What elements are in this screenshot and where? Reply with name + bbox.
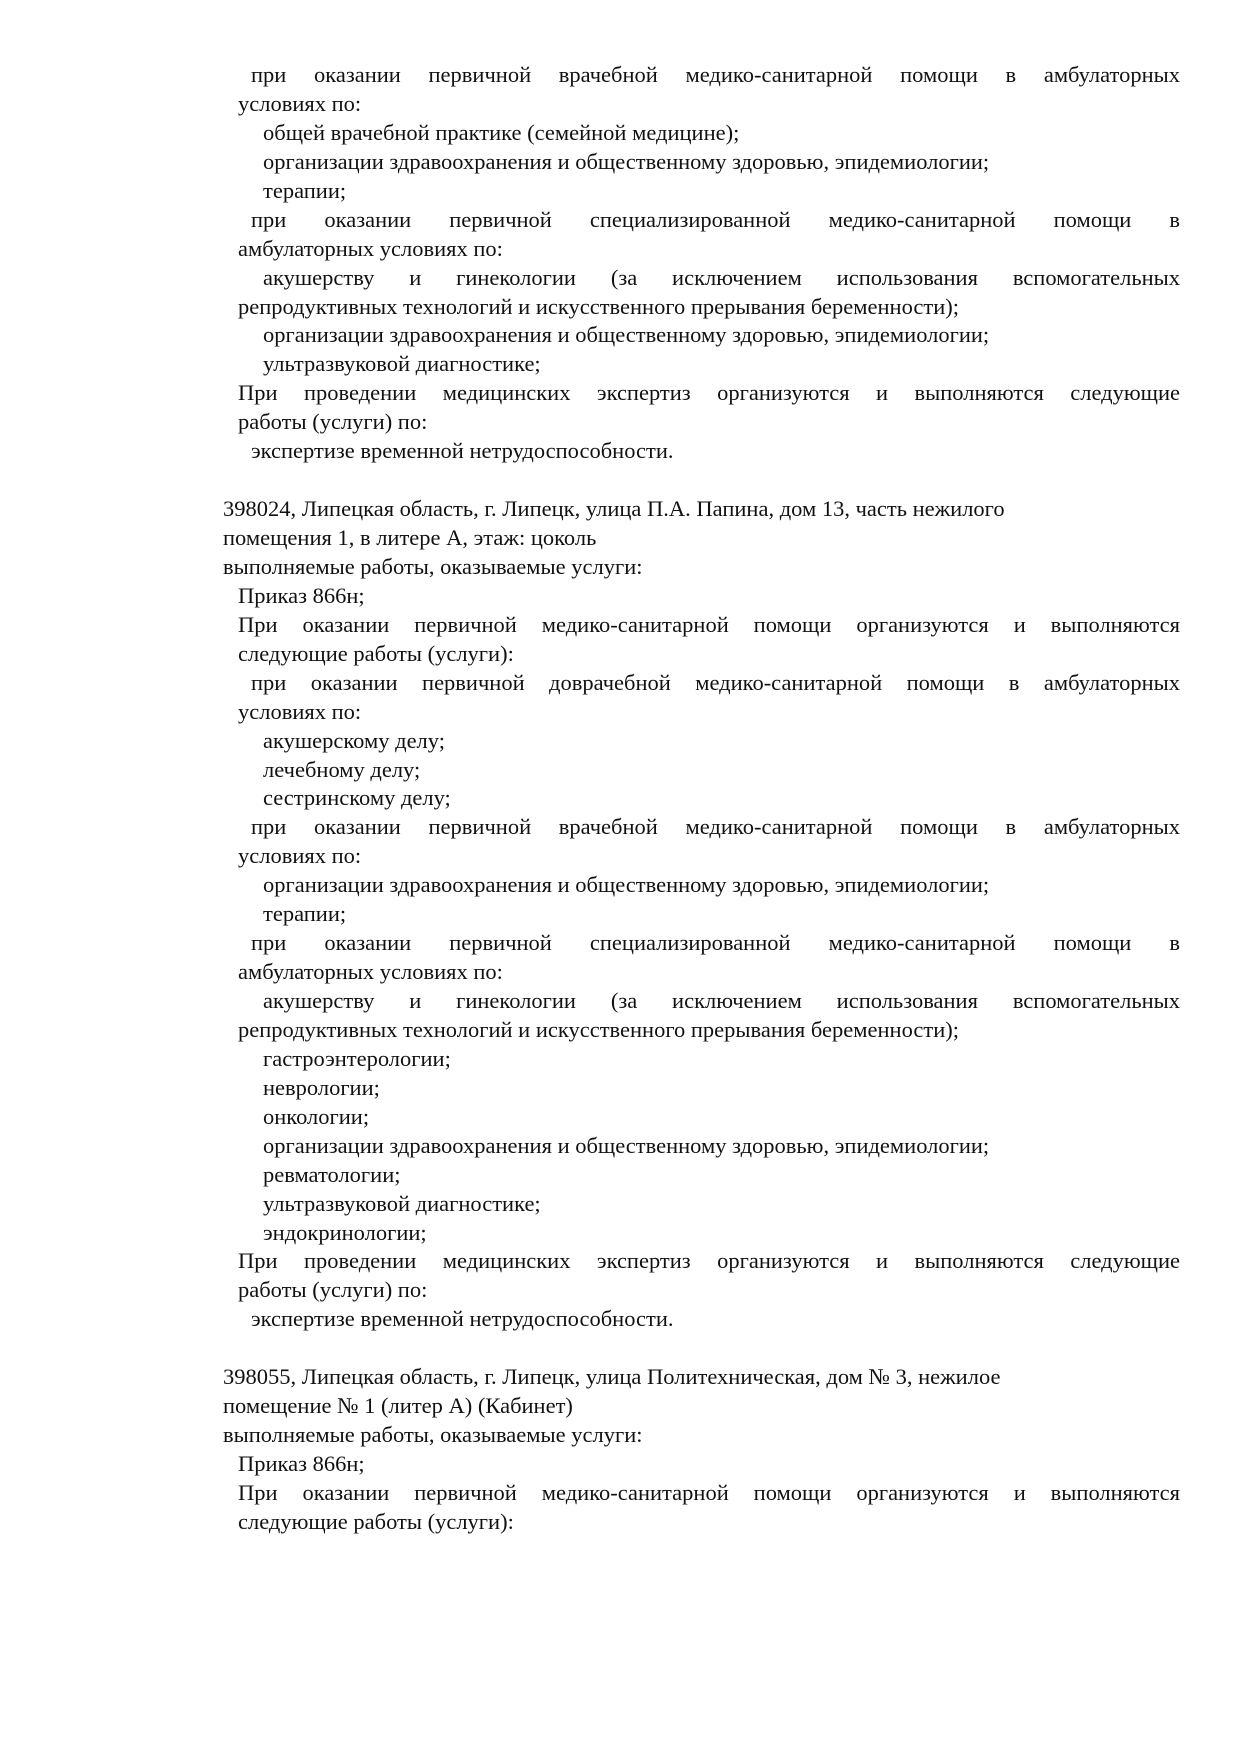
text-line: лечебному делу;	[263, 756, 421, 782]
text-line: терапии;	[263, 177, 347, 203]
text-line: работы (услуги) по:	[238, 409, 428, 435]
text-line: организации здравоохранения и общественному здоровью, эпидемиологии;	[263, 148, 990, 174]
text-line: репродуктивных технологий и искусственного прерывания беременности);	[238, 293, 959, 319]
text-line: при оказании первичной врачебной медико-санитарной помощи в амбулаторных	[251, 62, 1180, 87]
address-line: 398024, Липецкая область, г. Липецк, улица П.А. Папина, дом 13, часть нежилого	[223, 496, 1005, 522]
address-line: помещения 1, в литере А, этаж: цоколь	[223, 525, 597, 550]
text-line: При оказании первичной медико-санитарной помощи организуются и выполняются	[238, 1479, 1180, 1505]
section-address-papina	[0, 495, 1240, 1334]
text-line: Приказ 866н;	[238, 1451, 365, 1476]
section-services-continued	[0, 61, 1240, 466]
text-line: гастроэнтерологии;	[263, 1045, 451, 1071]
text-line: эндокринологии;	[263, 1219, 427, 1245]
text-line: условиях по:	[238, 90, 362, 116]
text-line: акушерскому делу;	[263, 727, 445, 753]
text-line: организации здравоохранения и общественному здоровью, эпидемиологии;	[263, 1132, 990, 1158]
section-address-politekhnicheskaya	[0, 1363, 1240, 1537]
text-line: выполняемые работы, оказываемые услуги:	[223, 1422, 643, 1448]
document-page	[0, 61, 1240, 1537]
text-line: экспертизе временной нетрудоспособности.	[251, 438, 674, 464]
text-line: условиях по:	[238, 698, 362, 724]
text-line: условиях по:	[238, 843, 362, 869]
text-line: Приказ 866н;	[238, 582, 365, 608]
text-line: акушерству и гинекологии (за исключением использования вспомогательных	[263, 264, 1180, 290]
text-line: при оказании первичной специализированной медико-санитарной помощи в	[251, 206, 1180, 232]
text-line: сестринскому делу;	[263, 785, 451, 811]
text-line: ультразвуковой диагностике;	[263, 1190, 541, 1216]
text-line: общей врачебной практике (семейной медицине);	[263, 119, 740, 145]
text-line: следующие работы (услуги):	[238, 1508, 514, 1534]
text-line: экспертизе временной нетрудоспособности.	[251, 1306, 674, 1332]
text-line: амбулаторных условиях по:	[238, 235, 503, 261]
text-line: работы (услуги) по:	[238, 1277, 428, 1303]
text-line: при оказании первичной доврачебной медико-санитарной помощи в амбулаторных	[251, 669, 1180, 695]
text-line: онкологии;	[263, 1103, 370, 1129]
text-line: При оказании первичной медико-санитарной помощи организуются и выполняются	[238, 611, 1180, 637]
text-line: организации здравоохранения и общественному здоровью, эпидемиологии;	[263, 872, 990, 898]
text-line: следующие работы (услуги):	[238, 640, 514, 666]
text-line: терапии;	[263, 901, 347, 927]
text-line: неврологии;	[263, 1074, 380, 1100]
text-line: при оказании первичной специализированной медико-санитарной помощи в	[251, 930, 1180, 956]
text-line: организации здравоохранения и общественному здоровью, эпидемиологии;	[263, 322, 990, 348]
address-line: 398055, Липецкая область, г. Липецк, улица Политехническая, дом № 3, нежилое	[223, 1364, 1001, 1390]
address-line: помещение № 1 (литер А) (Кабинет)	[223, 1393, 573, 1419]
text-line: ревматологии;	[263, 1161, 401, 1187]
text-line: амбулаторных условиях по:	[238, 959, 503, 985]
text-line: при оказании первичной врачебной медико-санитарной помощи в амбулаторных	[251, 814, 1180, 840]
text-line: ультразвуковой диагностике;	[263, 351, 541, 377]
spacer	[0, 1334, 1240, 1363]
spacer	[0, 466, 1240, 495]
text-line: акушерству и гинекологии (за исключением использования вспомогательных	[263, 988, 1180, 1013]
text-line: При проведении медицинских экспертиз организуются и выполняются следующие	[238, 380, 1180, 406]
text-line: При проведении медицинских экспертиз организуются и выполняются следующие	[238, 1248, 1180, 1274]
text-line: репродуктивных технологий и искусственного прерывания беременности);	[238, 1016, 959, 1042]
text-line: выполняемые работы, оказываемые услуги:	[223, 553, 643, 579]
